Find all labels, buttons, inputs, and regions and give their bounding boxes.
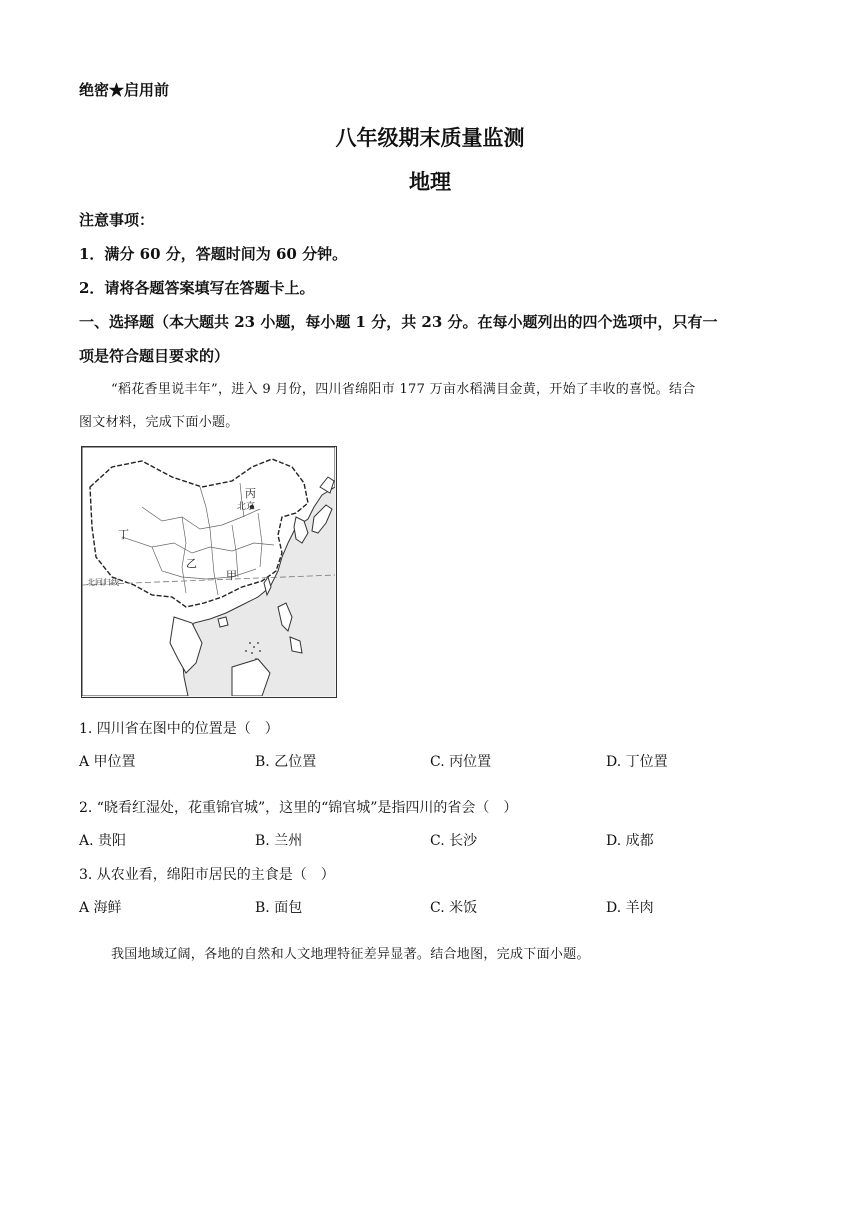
note-item: 1．满分 60 分，答题时间为 60 分钟。	[79, 245, 348, 263]
option-a: A. 贵阳	[79, 833, 127, 849]
note-item: 2．请将各题答案填写在答题卡上。	[79, 279, 315, 297]
map-label-beijing: 北京	[237, 502, 256, 512]
secret-label: 绝密★启用前	[79, 81, 170, 99]
option-d: D. 丁位置	[606, 754, 668, 770]
option-d: D. 成都	[606, 833, 654, 849]
option-d: D. 羊肉	[606, 900, 654, 916]
map-label-bing: 丙	[245, 487, 256, 500]
option-b: B. 面包	[255, 900, 303, 916]
option-c: C. 米饭	[430, 900, 478, 916]
option-c: C. 长沙	[430, 833, 478, 849]
next-passage: 我国地域辽阔，各地的自然和人文地理特征差异显著。结合地图，完成下面小题。	[111, 947, 590, 962]
option-a: A 海鲜	[79, 900, 122, 916]
map-label-tropic: 北回归线	[87, 578, 119, 587]
notes-heading: 注意事项：	[79, 211, 155, 229]
exam-subject: 地理	[409, 169, 451, 194]
map-label-ding: 丁	[118, 528, 129, 541]
section-heading: 一、选择题（本大题共 23 小题，每小题 1 分，共 23 分。在每小题列出的四个选项中，只有一	[79, 313, 718, 331]
option-c: C. 丙位置	[430, 754, 492, 770]
option-b: B. 兰州	[255, 833, 303, 849]
question-stem: 3. 从农业看，绵阳市居民的主食是（ ）	[79, 867, 335, 883]
option-a: A 甲位置	[79, 754, 136, 770]
intro-passage: “稻花香里说丰年”，进入 9 月份，四川省绵阳市 177 万亩水稻满目金黄，开始了丰收的喜悦。结合	[111, 382, 696, 397]
option-b: B. 乙位置	[255, 754, 317, 770]
map-label-jia: 甲	[226, 569, 237, 582]
intro-passage-cont: 图文材料，完成下面小题。	[79, 415, 239, 430]
question-stem: 1. 四川省在图中的位置是（ ）	[79, 721, 279, 737]
china-map	[81, 446, 337, 698]
map-label-yi: 乙	[186, 557, 197, 570]
section-heading-cont: 项是符合题目要求的）	[79, 347, 230, 365]
exam-title: 八年级期末质量监测	[335, 125, 525, 150]
question-stem: 2. “晓看红湿处，花重锦官城”，这里的“锦官城”是指四川的省会（ ）	[79, 800, 518, 816]
